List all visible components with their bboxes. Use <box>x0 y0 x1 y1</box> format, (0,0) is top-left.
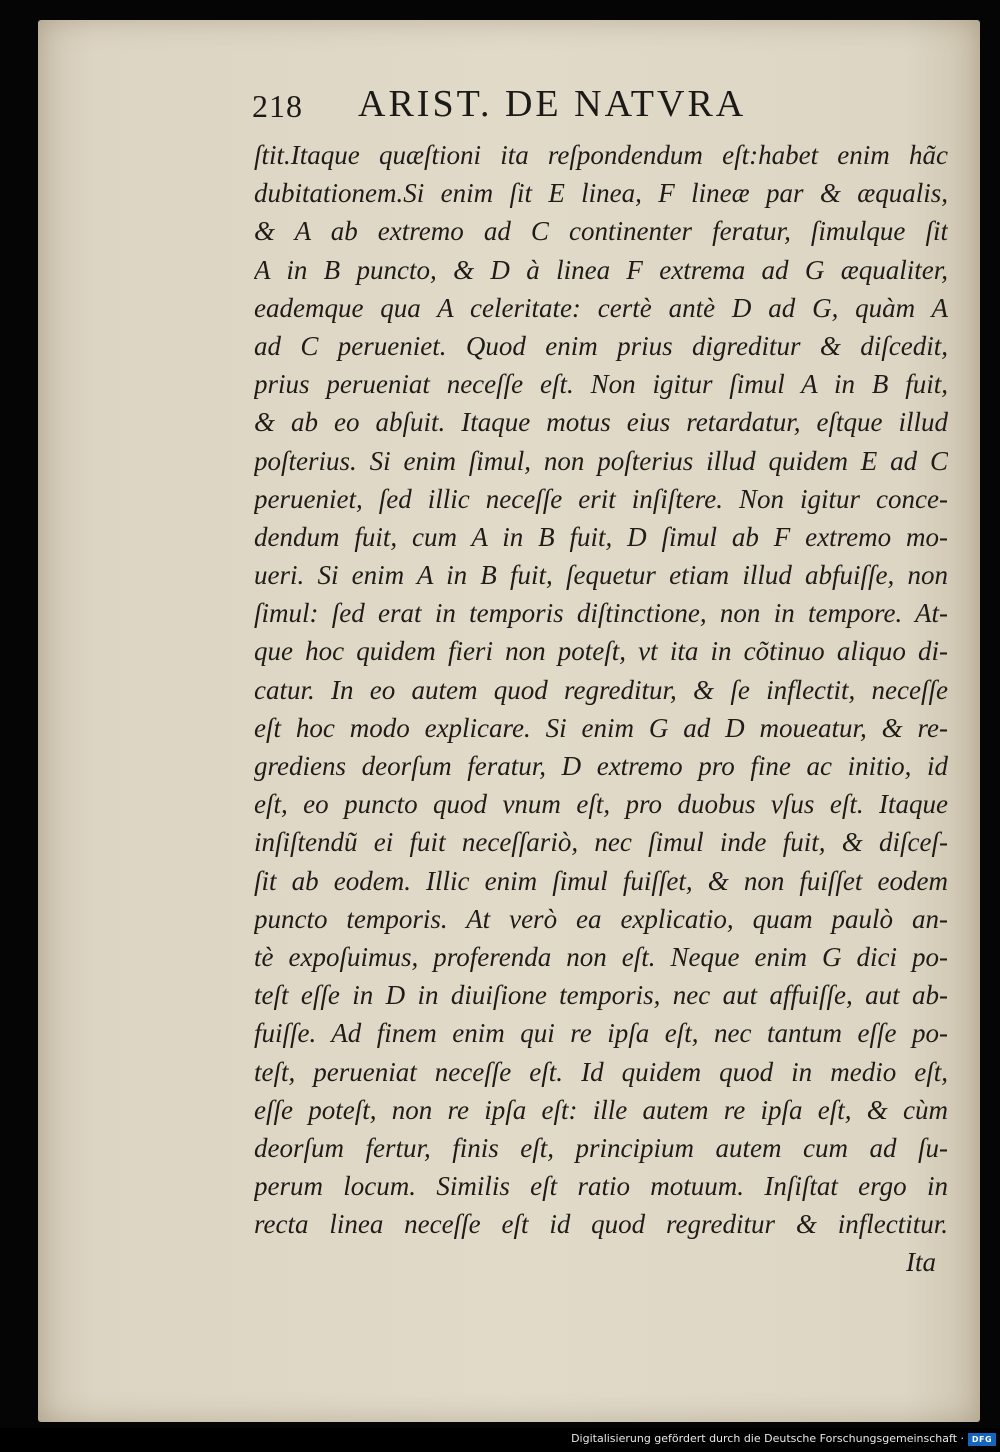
funding-notice: Digitalisierung gefördert durch die Deutsche Forschungsgemeinschaft · <box>571 1432 964 1445</box>
text-line: catur. In eo autem quod regreditur, & ſe inflectit, neceſſe <box>254 674 948 705</box>
text-line: poſterius. Si enim ſimul, non poſterius illud quidem E ad C <box>254 445 948 476</box>
page-number: 218 <box>252 88 303 124</box>
text-line: eſſe poteſt, non re ipſa eſt: ille autem re ipſa eſt, & cùm <box>254 1094 948 1125</box>
text-line: que hoc quidem fieri non poteſt, vt ita in cõtinuo aliquo di- <box>254 636 948 667</box>
text-line: inſiſtendũ ei fuit neceſſariò, nec ſimul inde fuit, & diſceſ- <box>254 827 948 858</box>
text-line: fuiſſe. Ad finem enim qui re ipſa eſt, nec tantum eſſe po- <box>254 1018 948 1049</box>
running-title: ARIST. DE NATVRA <box>358 83 747 125</box>
text-line: eſt, eo puncto quod vnum eſt, pro duobus vſus eſt. Itaque <box>254 789 948 820</box>
text-line: tè expoſuimus, proferenda non eſt. Neque enim G dici po- <box>254 941 948 972</box>
running-head <box>252 83 892 136</box>
text-line: & A ab extremo ad C continenter feratur, ſimulque ſit <box>254 216 948 247</box>
text-line: eſt hoc modo explicare. Si enim G ad D moueatur, & re- <box>254 712 948 743</box>
text-line: dubitationem.Si enim ſit E linea, F lineæ par & æqualis, <box>254 178 948 209</box>
text-line: deorſum fertur, finis eſt, principium autem cum ad ſu- <box>254 1132 948 1163</box>
footer-bar <box>0 1428 1000 1452</box>
text-line: puncto temporis. At verò ea explicatio, quam paulò an- <box>254 903 948 934</box>
text-line: dendum fuit, cum A in B fuit, D ſimul ab F extremo mo- <box>254 521 948 552</box>
text-line: prius perueniat neceſſe eſt. Non igitur ſimul A in B fuit, <box>254 369 948 400</box>
text-line: ad C perueniet. Quod enim prius digreditur & diſcedit, <box>254 330 948 361</box>
text-line: & ab eo abſuit. Itaque motus eius retardatur, eſtque illud <box>254 407 948 438</box>
text-line: recta linea neceſſe eſt id quod regreditur & inflectitur. <box>254 1209 948 1240</box>
text-line: eademque qua A celeritate: certè antè D ad G, quàm A <box>254 292 948 323</box>
catchword: Ita <box>906 1247 936 1278</box>
body-text <box>254 136 948 1282</box>
text-line: teſt, perueniat neceſſe eſt. Id quidem quod in medio eſt, <box>254 1056 948 1087</box>
dfg-logo-icon: DFG <box>968 1433 996 1446</box>
text-line: perueniet, ſed illic neceſſe erit inſiſtere. Non igitur conce- <box>254 483 948 514</box>
text-line: grediens deorſum feratur, D extremo pro fine ac initio, id <box>254 751 948 781</box>
text-line: A in B puncto, & D à linea F extrema ad G æqualiter, <box>254 254 948 285</box>
text-line: ſit ab eodem. Illic enim ſimul fuiſſet, & non fuiſſet eodem <box>254 865 948 896</box>
text-line: ueri. Si enim A in B fuit, ſequetur etiam illud abfuiſſe, non <box>254 560 948 591</box>
text-line: teſt eſſe in D in diuiſione temporis, nec aut affuiſſe, aut ab- <box>254 980 948 1011</box>
text-line: perum locum. Similis eſt ratio motuum. Inſiſtat ergo in <box>254 1171 948 1202</box>
text-line: ſimul: ſed erat in temporis diſtinctione, non in tempore. At- <box>254 598 948 629</box>
text-line: ſtit.Itaque quæſtioni ita reſpondendum eſt:habet enim hãc <box>254 140 948 170</box>
